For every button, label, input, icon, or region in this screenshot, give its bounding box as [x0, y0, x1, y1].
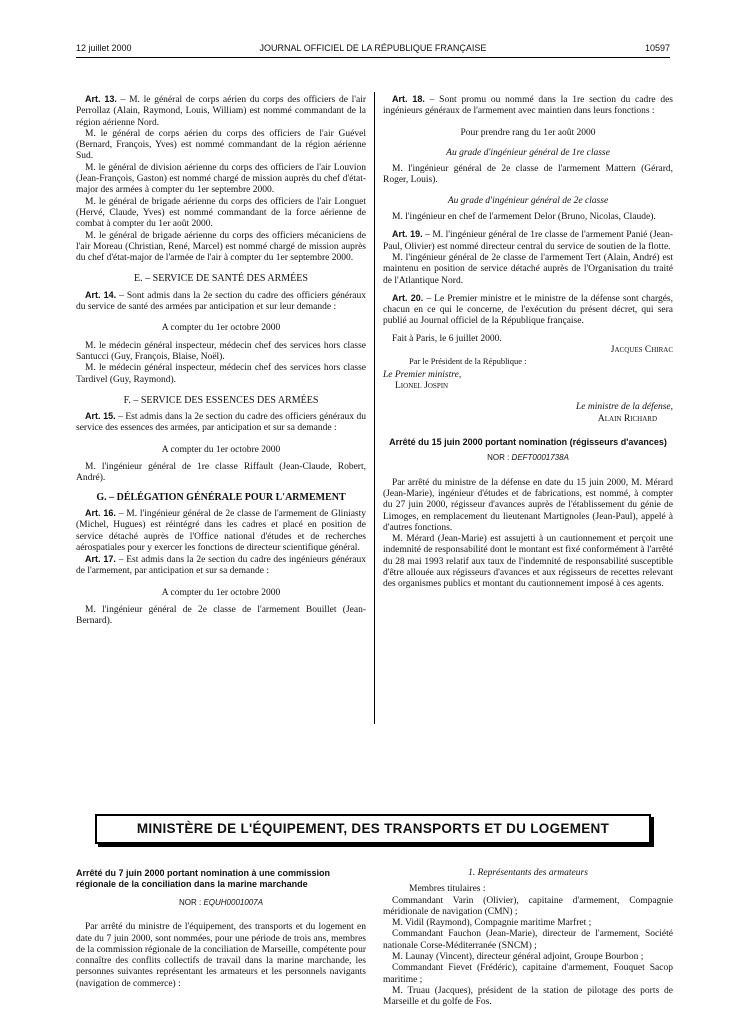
right-p2: M. l'ingénieur en chef de l'armement Delor (Bruno, Nicolas, Claude). — [392, 212, 656, 223]
ministre-defense-title: Le ministre de la défense, — [575, 402, 673, 413]
art14-label: Art. 14. — [85, 289, 117, 300]
nor-value-1: DEFT0001738A — [511, 453, 569, 463]
page-number: 10597 — [644, 43, 670, 53]
arrete-p1: Par arrêté du ministre de la défense en date du 15 juin 2000, M. Mérard (Jean-Marie), ingénieur d'études et de fabrications, est nommé, à compter du 27 juin 2000, régisseur d'avances auprès de l'établissement du génie de Limoges, en remplacement du lieutenant Martignoles (Jean-Paul), appelé à d'autres fonctions. — [383, 477, 673, 533]
left-p2: M. le général de corps aérien du corps des officiers de l'air Guével (Bernard, François, Yves) est nommé commandant de la région aérienne Sud. — [76, 128, 366, 162]
art18-text: – Sont promu ou nommé dans la 1re section du cadre des ingénieurs généraux de l'armement avec maintien dans leurs fonctions : — [383, 95, 674, 117]
member-2: M. Vidil (Raymond), Compagnie maritime Marfret ; — [392, 918, 592, 929]
member-6: M. Truau (Jacques), président de la station de pilotage des ports de Marseille et du golfe de Fos. — [383, 985, 673, 1008]
left-column — [76, 94, 366, 628]
left-p3: M. le général de division aérienne du corps des officiers de l'air Louvion (Jean-François, Gaston) est nommé chargé de mission auprès du chef d'état-major des armées à compter du 1er septembre 2000. — [76, 162, 366, 196]
art19-text: – M. l'ingénieur général de 1re classe de l'armement Panié (Jean-Paul, Olivier) est nommé directeur central du service de soutien de la flotte. — [383, 230, 674, 252]
date-heading-1: A compter du 1er octobre 2000 — [161, 323, 281, 334]
member-1: Commandant Varin (Olivier), capitaine d'armement, Compagnie méridionale de navigation (CMN) ; — [383, 895, 673, 917]
grade-heading-2: Au grade d'ingénieur général de 2e classe — [447, 195, 609, 206]
bottom-right-column — [383, 868, 673, 1009]
representants-heading: 1. Représentants des armateurs — [468, 868, 588, 878]
date-heading-2: A compter du 1er octobre 2000 — [161, 444, 281, 455]
right-column — [383, 94, 673, 591]
left-p4: M. le général de brigade aérienne du corps des officiers de l'air Longuet (Hervé, Claude, Yves) est nommé commandant de la force aérienne de combat à compter du 1er août 2000. — [76, 196, 366, 230]
art13-label: Art. 13. — [85, 94, 117, 104]
left-p7: M. le médecin général inspecteur, médecin chef des services hors classe Tardivel (Guy, Raymond). — [76, 363, 366, 385]
member-4: M. Launay (Vincent), directeur général adjoint, Groupe Bourbon ; — [392, 952, 644, 963]
nor-label-1: NOR : — [487, 453, 510, 463]
date-heading-3: A compter du 1er octobre 2000 — [161, 587, 281, 598]
left-p5: M. le général de brigade aérienne du corps des officiers mécaniciens de l'air Moreau (Christian, René, Marcel) est nommé chargé de mission auprès du chef d'état-major de l'armée de l'air à compter du 1er septembre 2000. — [76, 230, 366, 264]
signature-chirac: Jacques Chirac — [610, 345, 673, 356]
nor-line-2 — [76, 897, 366, 908]
art15-label: Art. 15. — [85, 411, 116, 422]
art17-text: – Est admis dans la 2e section du cadre des ingénieurs généraux de l'armement, par anticipation et sur sa demande : — [76, 555, 367, 577]
art16-text: – M. l'ingénieur général de 2e classe de l'armement de Gliniasty (Michel, Hugues) est réintégré dans les cadres et placé en position de service détaché auprès de l'Office national d'études et de recherches aérospatiales pour y exercer les fonctions de directeur scientifique général. — [76, 508, 367, 553]
header-rule — [76, 57, 670, 58]
art16-label: Art. 16. — [85, 507, 116, 518]
right-p1: M. l'ingénieur général de 2e classe de l'armement Mattern (Gérard, Roger, Louis). — [383, 164, 673, 186]
art14-text: – Sont admis dans la 2e section du cadre des officiers généraux du service de santé des armées par anticipation et sur leur demande : — [76, 290, 367, 313]
membres-titulaires: Membres titulaires : — [409, 884, 486, 895]
arrete-7-juin-title: Arrêté du 7 juin 2000 portant nomination à une commission régionale de la conciliation dans la marine marchande — [76, 868, 331, 889]
column-separator — [374, 92, 375, 724]
rang-heading: Pour prendre rang du 1er août 2000 — [460, 127, 596, 138]
art15-text: – Est admis dans la 2e section du cadre des officiers généraux du service des essences des armées, par anticipation et sur sa demande : — [76, 412, 367, 434]
member-5: Commandant Fievet (Frédéric), capitaine d'armement, Fouquet Sacop maritime ; — [383, 963, 673, 985]
arrete-15-juin-title: Arrêté du 15 juin 2000 portant nomination (régisseurs d'avances) — [389, 436, 667, 447]
right-p3: M. l'ingénieur général de 2e classe de l'armement Tert (Alain, André) est maintenu en position de service détaché auprès de l'Organisation du traité de l'Atlantique Nord. — [383, 252, 673, 286]
journal-title: JOURNAL OFFICIEL DE LA RÉPUBLIQUE FRANÇAISE — [259, 43, 487, 53]
fait-line: Fait à Paris, le 6 juillet 2000. — [392, 333, 502, 344]
grade-heading-1: Au grade d'ingénieur général de 1re classe — [446, 147, 610, 158]
ministre-defense-name: Alain Richard — [597, 413, 657, 424]
art20-text: – Le Premier ministre et le ministre de la défense sont chargés, chacun en ce qui le concerne, de l'exécution du présent décret, qui sera publié au Journal officiel de la République française. — [383, 293, 673, 327]
left-p6: M. le médecin général inspecteur, médecin chef des services hors classe Santucci (Guy, François, Blaise, Noël). — [76, 340, 366, 362]
left-p9: M. l'ingénieur général de 2e classe de l'armement Bouillet (Jean-Bernard). — [76, 604, 366, 627]
arrete-p2: M. Mérard (Jean-Marie) est assujetti à un cautionnement et perçoit une indemnité de responsabilité dont le montant est fixé conformément à l'arrêté du 28 mai 1993 relatif aux taux de l'indemnité de responsabilité susceptible d'être allouée aux régisseurs d'avances et aux régisseurs de recettes relevant des organismes publics et montant du cautionnement imposé à ces agents. — [383, 534, 673, 590]
member-3: Commandant Fauchon (Jean-Marie), directeur de l'armement, Société nationale Corse-Méditerranée (SNCM) ; — [383, 929, 673, 951]
nor-value-2: EQUH0001007A — [203, 898, 264, 907]
nor-line-1 — [383, 452, 673, 463]
par-president: Par le Président de la République : — [409, 356, 527, 367]
art19-label: Art. 19. — [392, 229, 423, 240]
premier-ministre-title: Le Premier ministre, — [383, 369, 462, 380]
ministry-banner: MINISTÈRE DE L'ÉQUIPEMENT, DES TRANSPORTS ET DU LOGEMENT — [95, 814, 651, 844]
premier-ministre-name: Lionel Jospin — [395, 380, 449, 391]
art13-text: – M. le général de corps aérien du corps des officiers de l'air Perrollaz (Alain, Raymond, Louis, William) est nommé commandant de la région aérienne Nord. — [76, 95, 367, 128]
left-p8: M. l'ingénieur général de 1re classe Riffault (Jean-Claude, Robert, André). — [76, 462, 366, 484]
section-f-heading: F. – SERVICE DES ESSENCES DES ARMÉES — [123, 394, 319, 406]
art18-label: Art. 18. — [392, 94, 425, 104]
nor-label-2: NOR : — [178, 898, 202, 907]
bottom-left-text: Par arrêté du ministre de l'équipement, des transports et du logement en date du 7 juin 2000, sont nommées, pour une période de trois ans, membres de la commission régionale de la conciliation de Marseille, compétente pour connaître des conflits collectifs de travail dans la marine marchande, les personnes suivantes représentant les armateurs et les personnels navigants (navigation de commerce) : — [76, 922, 366, 989]
header-date: 12 juillet 2000 — [76, 43, 132, 53]
art20-label: Art. 20. — [392, 292, 424, 303]
bottom-left-column — [76, 868, 366, 990]
art17-label: Art. 17. — [85, 554, 116, 565]
section-e-heading: E. – SERVICE DE SANTÉ DES ARMÉES — [134, 273, 308, 285]
section-g-heading: G. – DÉLÉGATION GÉNÉRALE POUR L'ARMEMENT — [96, 491, 346, 503]
